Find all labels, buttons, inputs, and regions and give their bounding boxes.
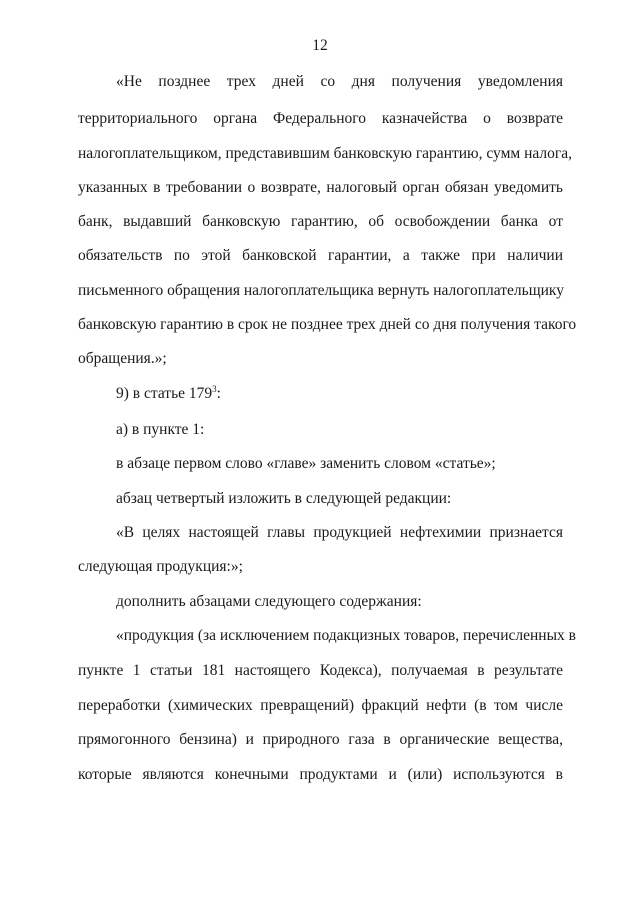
text-line: банковскую гарантию в срок не позднее трех дней со дня получения такого (78, 316, 577, 333)
text-fragment: 9) в статье 179 (116, 385, 213, 402)
text-line: банк, выдавший банковскую гарантию, об освобождении банка от (78, 213, 563, 230)
text-line: а) в пункте 1: (116, 421, 205, 438)
text-line-item-9 (116, 384, 221, 404)
text-fragment: : (216, 385, 221, 402)
text-line: указанных в требовании о возврате, налоговый орган обязан уведомить (78, 179, 563, 196)
text-line: переработки (химических превращений) фракций нефти (в том числе (78, 697, 563, 714)
text-line: в абзаце первом слово «главе» заменить словом «статье»; (116, 455, 496, 472)
text-line: дополнить абзацами следующего содержания: (116, 593, 422, 610)
text-line: письменного обращения налогоплательщика вернуть налогоплательщику (78, 282, 564, 299)
text-line: обязательств по этой банковской гарантии, а также при наличии (78, 247, 563, 264)
superscript: 3 (212, 384, 217, 394)
text-line: абзац четвертый изложить в следующей редакции: (116, 490, 452, 507)
page-number: 12 (312, 37, 328, 54)
text-line: которые являются конечными продуктами и (или) используются в (78, 766, 563, 783)
text-line: территориального органа Федерального казначейства о возврате (78, 110, 563, 127)
text-line: пункте 1 статьи 181 настоящего Кодекса), получаемая в результате (78, 662, 563, 679)
text-line: «Не позднее трех дней со дня получения уведомления (116, 73, 563, 90)
text-line: «В целях настоящей главы продукцией нефтехимии признается (116, 524, 563, 541)
text-line: обращения.»; (78, 350, 167, 367)
text-line: прямогонного бензина) и природного газа в органические вещества, (78, 731, 563, 748)
text-line: следующая продукция:»; (78, 558, 243, 575)
text-line: «продукция (за исключением подакцизных товаров, перечисленных в (116, 627, 576, 644)
text-line: налогоплательщиком, представившим банковскую гарантию, сумм налога, (78, 145, 573, 162)
